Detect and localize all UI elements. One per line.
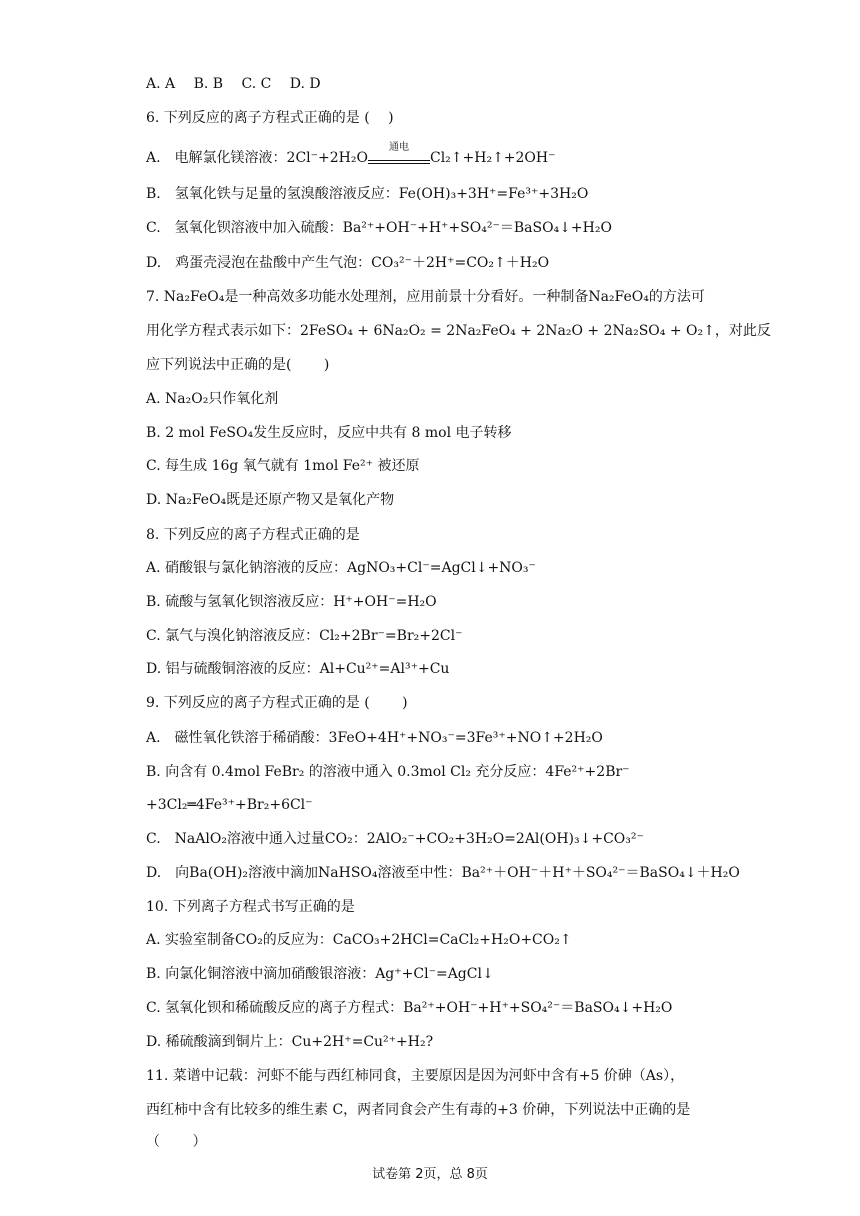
q11-stem-line1: 11. 菜谱中记载：河虾不能与西红柿同食，主要原因是因为河虾中含有+5 价砷（As）， (146, 1068, 685, 1084)
q6-option-b: B. 氢氧化铁与足量的氢溴酸溶液反应：Fe(OH)₃+3H⁺=Fe³⁺+3H₂O (146, 186, 589, 202)
q9-stem: 9. 下列反应的离子方程式正确的是 ( ) (146, 695, 408, 711)
q7-option-d: D. Na₂FeO₄既是还原产物又是氧化产物 (146, 492, 395, 508)
q6-option-c: C. 氢氧化钡溶液中加入硫酸：Ba²⁺+OH⁻+H⁺+SO₄²⁻＝BaSO₄↓+H₂O (146, 220, 612, 236)
q6-option-a (146, 142, 556, 168)
q9-option-a: A. 磁性氧化铁溶于稀硝酸：3FeO+4H⁺+NO₃⁻=3Fe³⁺+NO↑+2H₂O (146, 730, 603, 746)
q9-option-c: C. NaAlO₂溶液中通入过量CO₂：2AlO₂⁻+CO₂+3H₂O=2Al(OH)₃↓+CO₃²⁻ (146, 831, 644, 847)
q6-stem: 6. 下列反应的离子方程式正确的是 ( ) (146, 110, 394, 126)
q8-option-d: D. 铝与硫酸铜溶液的反应：Al+Cu²⁺=Al³⁺+Cu (146, 661, 450, 677)
q7-option-b: B. 2 mol FeSO₄发生反应时，反应中共有 8 mol 电子转移 (146, 425, 512, 441)
q8-option-c: C. 氯气与溴化钠溶液反应：Cl₂+2Br⁻=Br₂+2Cl⁻ (146, 628, 463, 644)
q10-option-b: B. 向氯化铜溶液中滴加硝酸银溶液：Ag⁺+Cl⁻=AgCl↓ (146, 966, 494, 982)
q8-stem: 8. 下列反应的离子方程式正确的是 (146, 527, 360, 543)
equal-sign-bar (368, 160, 430, 164)
q10-option-d: D. 稀硫酸滴到铜片上：Cu+2H⁺=Cu²⁺+H₂? (146, 1034, 434, 1050)
page-footer: 试卷第 2页，总 8页 (372, 1167, 488, 1182)
q11-stem-line2: 西红柿中含有比较多的维生素 C，两者同食会产生有毒的+3 价砷，下列说法中正确的是 (146, 1102, 691, 1118)
q8-option-a: A. 硝酸银与氯化钠溶液的反应：AgNO₃+Cl⁻=AgCl↓+NO₃⁻ (146, 560, 536, 576)
q7-stem-line1: 7. Na₂FeO₄是一种高效多功能水处理剂，应用前景十分看好。一种制备Na₂FeO₄的方法可 (146, 289, 705, 305)
q6-option-a-right: Cl₂↑+H₂↑+2OH⁻ (429, 150, 556, 166)
q10-option-a: A. 实验室制备CO₂的反应为：CaCO₃+2HCl=CaCl₂+H₂O+CO₂↑ (146, 932, 572, 948)
q8-option-b: B. 硫酸与氢氧化钡溶液反应：H⁺+OH⁻=H₂O (146, 594, 437, 610)
q7-option-c: C. 每生成 16g 氧气就有 1mol Fe²⁺ 被还原 (146, 458, 420, 474)
q7-stem-line2: 用化学方程式表示如下：2FeSO₄ + 6Na₂O₂ = 2Na₂FeO₄ + 2Na₂O + 2Na₂SO₄ + O₂↑，对此反 (146, 323, 771, 339)
q10-option-c: C. 氢氧化钡和稀硫酸反应的离子方程式：Ba²⁺+OH⁻+H⁺+SO₄²⁻＝BaSO₄↓+H₂O (146, 1000, 673, 1016)
q9-option-b-line1: B. 向含有 0.4mol FeBr₂ 的溶液中通入 0.3mol Cl₂ 充分反应：4Fe²⁺+2Br⁻ (146, 764, 630, 780)
q10-stem: 10. 下列离子方程式书写正确的是 (146, 899, 355, 915)
q9-option-d: D. 向Ba(OH)₂溶液中滴加NaHSO₄溶液至中性：Ba²⁺＋OH⁻＋H⁺＋SO₄²⁻＝BaSO₄↓＋H₂O (146, 865, 740, 881)
q6-option-a-left: A. 电解氯化镁溶液：2Cl⁻+2H₂O (146, 150, 368, 166)
q9-option-b-line2: +3Cl₂═4Fe³⁺+Br₂+6Cl⁻ (146, 797, 313, 813)
reaction-condition (368, 142, 430, 164)
reaction-condition-text: 通电 (388, 142, 409, 153)
q11-stem-line3: （ ） (146, 1134, 207, 1150)
q6-option-d: D. 鸡蛋壳浸泡在盐酸中产生气泡：CO₃²⁻＋2H⁺=CO₂↑＋H₂O (146, 255, 550, 271)
q5-options: A. A B. B C. C D. D (146, 76, 321, 92)
q7-option-a: A. Na₂O₂只作氧化剂 (146, 391, 279, 407)
q7-stem-line3: 应下列说法中正确的是( ) (146, 357, 330, 373)
